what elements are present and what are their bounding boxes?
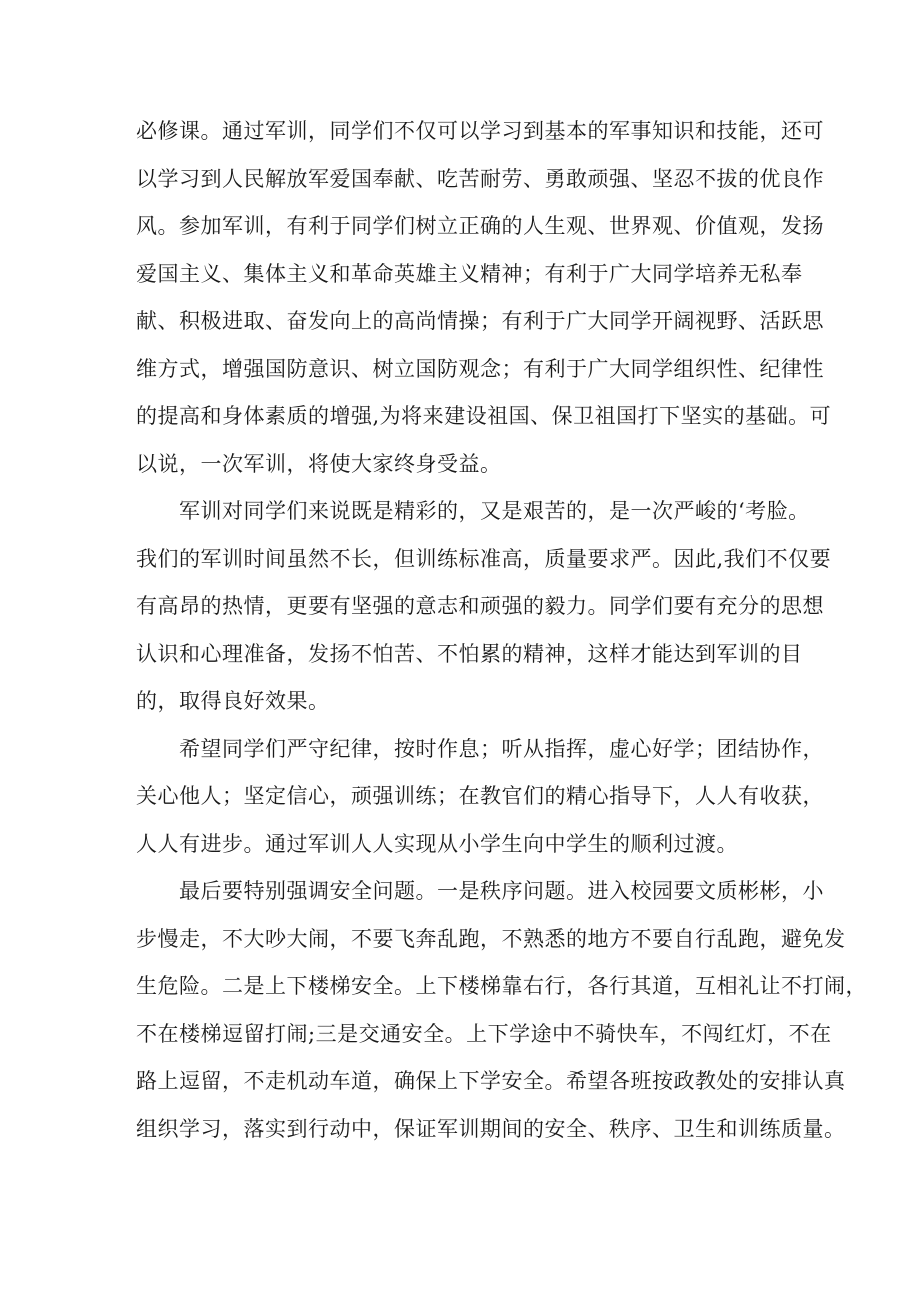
- text-line: 关心他人；坚定信心，顽强训练；在教官们的精心指导下，人人有收获，: [136, 784, 824, 808]
- text-line: 步慢走，不大吵大闹，不要飞奔乱跑，不熟悉的地方不要自行乱跑，避免发: [136, 926, 846, 951]
- text-line: 路上逗留，不走机动车道，确保上下学安全。希望各班按政教处的安排认真: [136, 1069, 846, 1093]
- text-line: 有高昂的热情，更要有坚强的意志和顽强的毅力。同学们要有充分的思想: [136, 594, 824, 618]
- text-line: 军训对同学们来说既是精彩的，又是艰苦的，是一次严峻的‘考脸。: [136, 499, 810, 523]
- text-line: 希望同学们严守纪律，按时作息；听从指挥，虚心好学；团结协作，: [136, 736, 824, 761]
- text-line: 人人有进步。通过军训人人实现从小学生向中学生的顺利过渡。: [136, 831, 738, 856]
- text-line: 不在楼梯逗留打闹;三是交通安全。上下学途中不骑快车，不闯红灯，不在: [136, 1021, 832, 1046]
- text-line: 最后要特别强调安全问题。一是秩序问题。进入校园要文质彬彬，小: [136, 879, 824, 903]
- paragraph: [136, 488, 832, 726]
- text-line: 以学习到人民解放军爱国奉献、吃苦耐劳、勇敢顽强、坚忍不拔的优良作: [136, 166, 824, 191]
- text-line: 的，取得良好效果。: [136, 689, 330, 713]
- text-line: 组织学习，落实到行动中，保证军训期间的安全、秩序、卫生和训练质量。: [136, 1116, 846, 1141]
- text-line: 必修课。通过军训，同学们不仅可以学习到基本的军事知识和技能，还可: [136, 119, 824, 143]
- text-line: 以说，一次军训，将使大家终身受益。: [136, 451, 502, 476]
- paragraph: [136, 868, 867, 1153]
- text-line: 认识和心理准备，发扬不怕苦、不怕累的精神，这样才能达到军训的目: [136, 641, 803, 666]
- text-line: 的提高和身体素质的增强,为将来建设祖国、保卫祖国打下坚实的基础。可: [136, 404, 832, 428]
- text-line: 风。参加军训，有利于同学们树立正确的人生观、世界观、价值观，发扬: [136, 214, 824, 238]
- document-body: [136, 108, 867, 1153]
- text-line: 生危险。二是上下楼梯安全。上下楼梯靠右行，各行其道，互相礼让不打闹，: [136, 974, 867, 998]
- text-line: 维方式，增强国防意识、树立国防观念；有利于广大同学组织性、纪律性: [136, 356, 824, 381]
- text-line: 我们的军训时间虽然不长，但训练标准高，质量要求严。因此,我们不仅要: [136, 546, 832, 571]
- text-line: 献、积极进取、奋发向上的高尚情操；有利于广大同学开阔视野、活跃思: [136, 309, 824, 333]
- text-line: 爱国主义、集体主义和革命英雄主义精神；有利于广大同学培养无私奉: [136, 261, 803, 286]
- paragraph: [136, 108, 832, 488]
- paragraph: [136, 726, 824, 869]
